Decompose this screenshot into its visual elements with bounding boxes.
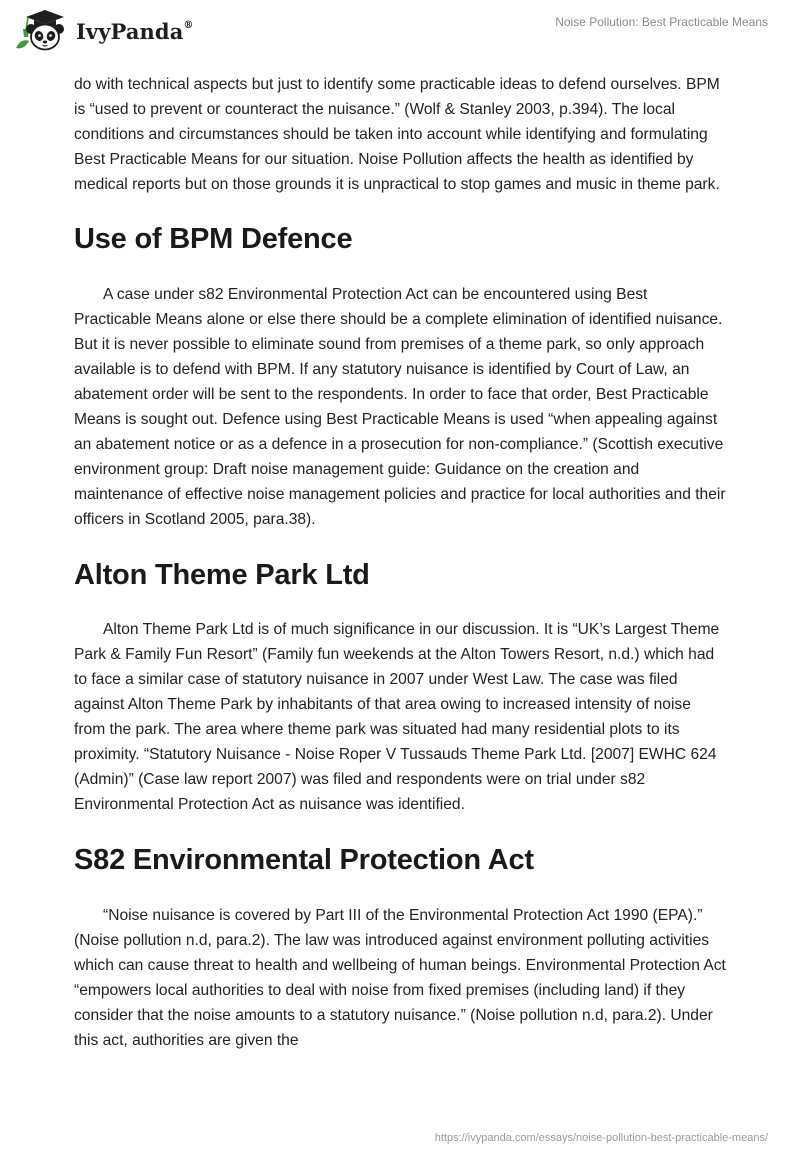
section-paragraph-bpm-defence: A case under s82 Environmental Protection Act can be encountered using Best Practicable Means alone or else there should be a complete elimination of identified nuisance. But it is never possible to eliminate sound from premises of a theme park, so only approach available is to defend with BPM. If any statutory nuisance is identified by Court of Law, an abatement order will be sent to the respondents. In order to face that order, Best Practicable Means is sought out. Defence using Best Practicable Means is used “when appealing against an abatement notice or as a defence in a prosecution for non-compliance.” (Scottish executive environment group: Draft noise management guide: Guidance on the creation and maintenance of effective noise management policies and practice for local authorities and their officers in Scotland 2005, para.38).	[74, 286, 726, 528]
trademark-symbol: ®	[183, 19, 194, 31]
document-title: Noise Pollution: Best Practicable Means	[555, 15, 768, 29]
section-heading-s82-epa: S82 Environmental Protection Act	[74, 844, 534, 876]
intro-paragraph: do with technical aspects but just to identify some practicable ideas to defend ourselves. BPM is “used to prevent or counteract the nuisance.” (Wolf & Stanley 2003, p.394). The local conditions and circumstances should be taken into account while identifying and formulating Best Practicable Means for our situation. Noise Pollution affects the health as identified by medical reports but on those grounds it is unpractical to stop games and music in theme park.	[74, 76, 720, 193]
panda-graduate-icon	[14, 8, 72, 52]
essay-content	[74, 72, 726, 1053]
section-paragraph-s82-epa: “Noise nuisance is covered by Part III of the Environmental Protection Act 1990 (EPA).” (Noise pollution n.d, para.2). The law was introduced against environment polluting activities which can cause threat to health and wellbeing of human beings. Environmental Protection Act “empowers local authorities to deal with noise from fixed premises (including land) if they consider that the noise amounts to a statutory nuisance.” (Noise pollution n.d, para.2). Under this act, authorities are given the	[74, 907, 726, 1049]
section-heading-alton-theme-park: Alton Theme Park Ltd	[74, 559, 370, 591]
brand-name	[76, 19, 194, 44]
source-url-link[interactable]: https://ivypanda.com/essays/noise-pollution-best-practicable-means/	[434, 1132, 768, 1144]
section-heading-bpm-defence: Use of BPM Defence	[74, 223, 353, 255]
section-paragraph-alton-theme-park: Alton Theme Park Ltd is of much significance in our discussion. It is “UK’s Largest Theme Park & Family Fun Resort” (Family fun weekends at the Alton Towers Resort, n.d.) which had to face a similar case of statutory nuisance in 2007 under West Law. The case was filed against Alton Theme Park by inhabitants of that area owing to increased intensity of noise from the park. The area where theme park was situated had many residential plots to its proximity. “Statutory Nuisance - Noise Roper V Tussauds Theme Park Ltd. [2007] EWHC 624 (Admin)” (Case law report 2007) was filed and respondents were on trial under s82 Environmental Protection Act as nuisance was identified.	[74, 621, 720, 813]
brand-name-text: IvyPanda	[76, 18, 184, 44]
ivypanda-logo[interactable]	[14, 8, 194, 52]
page-header	[0, 0, 800, 70]
